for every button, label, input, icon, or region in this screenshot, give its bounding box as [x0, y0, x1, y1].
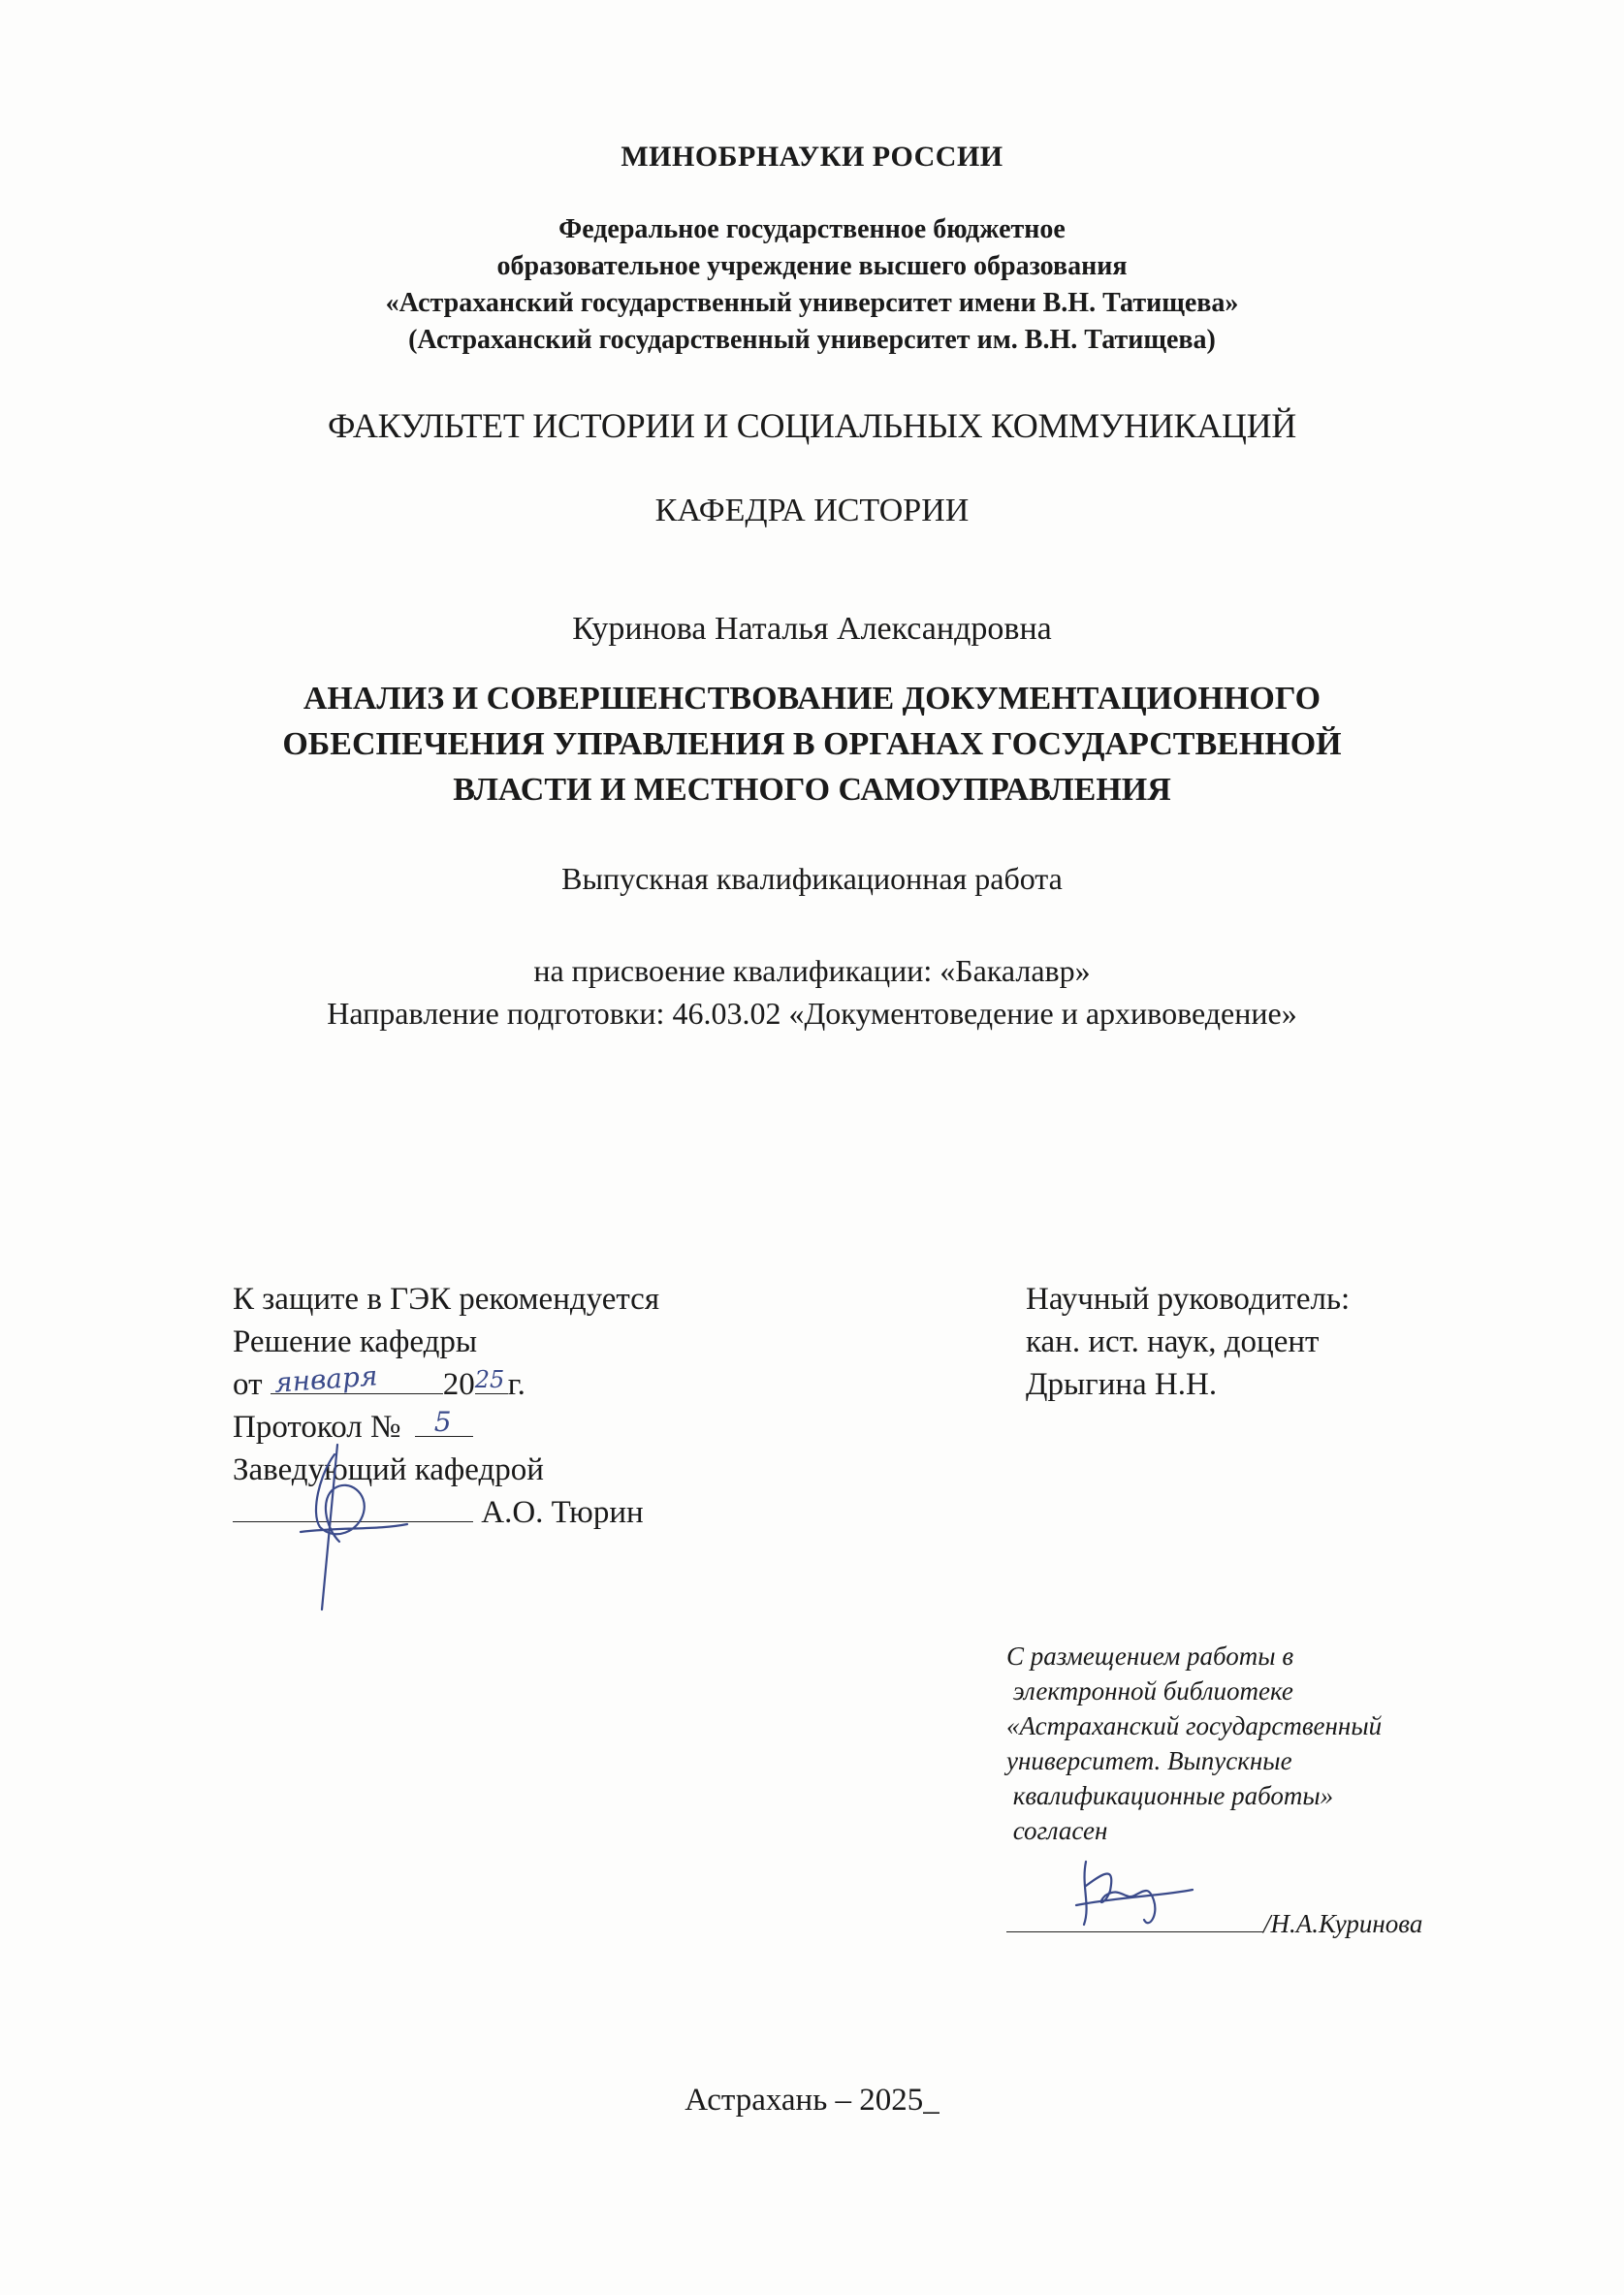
department-heading: КАФЕДРА ИСТОРИИ: [654, 493, 970, 528]
date-handwritten: января: [272, 1359, 379, 1399]
author-signature-mark: [1057, 1847, 1202, 1934]
date-field: [271, 1359, 443, 1399]
year-prefix: 20: [442, 1367, 475, 1402]
consent-line: квалификационные работы»: [1006, 1781, 1334, 1810]
protocol-number: 5: [433, 1406, 452, 1438]
supervisor-label: Научный руководитель:: [1026, 1282, 1351, 1317]
consent-line: С размещением работы в: [1006, 1642, 1294, 1671]
title-line: ОБЕСПЕЧЕНИЯ УПРАВЛЕНИЯ В ОРГАНАХ ГОСУДАРСТВЕННОЙ: [282, 726, 1342, 762]
institution-line: образовательное учреждение высшего образования: [496, 251, 1128, 281]
consent-line: согласен: [1006, 1816, 1108, 1845]
supervisor-degree: кан. ист. наук, доцент: [1026, 1324, 1320, 1359]
consent-line: электронной библиотеке: [1006, 1676, 1293, 1705]
city-year: Астрахань – 2025_: [685, 2083, 939, 2118]
date-line: [233, 1359, 659, 1406]
year-field: [475, 1364, 508, 1394]
ministry-heading: МИНОБРНАУКИ РОССИИ: [621, 141, 1003, 173]
head-signature-mark: [281, 1435, 427, 1619]
thesis-title: [0, 676, 1624, 813]
title-line: АНАЛИЗ И СОВЕРШЕНСТВОВАНИЕ ДОКУМЕНТАЦИОННОГО: [303, 681, 1321, 717]
author-name: Куринова Наталья Александровна: [572, 611, 1052, 647]
work-type: Выпускная квалификационная работа: [561, 861, 1063, 896]
consent-signer: /Н.А.Куринова: [1263, 1909, 1423, 1938]
year-handwritten: 25: [474, 1366, 505, 1393]
institution-line: «Астраханский государственный университет имени В.Н. Татищева»: [385, 288, 1239, 318]
supervisor-block: [1026, 1278, 1350, 1406]
library-consent: [1006, 1639, 1382, 1848]
consent-line: «Астраханский государственный: [1006, 1711, 1383, 1740]
date-prefix: от: [233, 1367, 263, 1402]
head-name: А.О. Тюрин: [481, 1495, 644, 1530]
institution-name: [0, 211, 1624, 359]
head-label-line: Заведующий кафедрой: [233, 1452, 544, 1487]
faculty-heading: ФАКУЛЬТЕТ ИСТОРИИ И СОЦИАЛЬНЫХ КОММУНИКАЦИЙ: [328, 406, 1296, 445]
training-direction: Направление подготовки: 46.03.02 «Документоведение и архивоведение»: [327, 996, 1297, 1031]
consent-line: университет. Выпускные: [1006, 1746, 1292, 1775]
title-line: ВЛАСТИ И МЕСТНОГО САМОУПРАВЛЕНИЯ: [453, 772, 1171, 808]
supervisor-name: Дрыгина Н.Н.: [1026, 1367, 1218, 1402]
recommended-line: К защите в ГЭК рекомендуется: [233, 1282, 660, 1317]
protocol-field: [415, 1407, 473, 1437]
qualification: на присвоение квалификации: «Бакалавр»: [533, 953, 1091, 988]
protocol-label: Протокол №: [233, 1410, 401, 1445]
decision-line: Решение кафедры: [233, 1324, 478, 1359]
institution-line: (Астраханский государственный университет им. В.Н. Татищева): [408, 325, 1216, 355]
year-suffix: г.: [507, 1367, 525, 1402]
institution-line: Федеральное государственное бюджетное: [558, 214, 1066, 244]
